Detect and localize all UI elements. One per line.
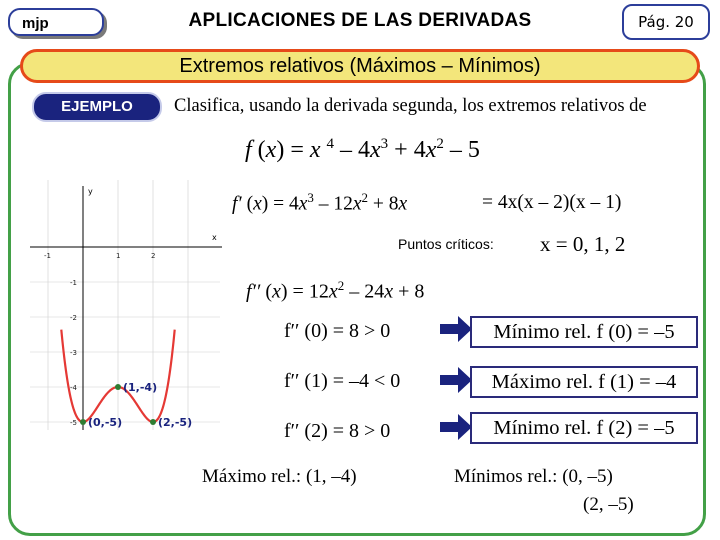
arrow-right-icon	[440, 316, 472, 342]
function-definition: f (x) = x $^4 - 4x^3 + 4x^2 - 5$	[245, 136, 480, 163]
result-min-2: Mínimo rel. f (2) = –5	[470, 412, 698, 444]
critical-point-2	[150, 419, 156, 425]
first-derivative: f′ $(x) = 4x^3 - 12x^2 + 8x$	[232, 190, 408, 215]
tick-x-2: 2	[151, 252, 156, 260]
page-title: APLICACIONES DE LAS DERIVADAS	[188, 10, 532, 31]
tick-y-neg3: -3	[70, 349, 77, 357]
summary-minimum-2: (2, –5)	[583, 494, 634, 515]
example-tag: EJEMPLO	[32, 92, 162, 122]
critical-points-label: Puntos críticos:	[398, 236, 494, 252]
tick-y-neg4: -4	[70, 384, 77, 392]
function-graph	[30, 180, 230, 430]
arrow-right-icon	[440, 367, 472, 393]
first-derivative-factored: = 4x(x – 2)(x – 1)	[482, 192, 622, 213]
critical-points-values: x = 0, 1, 2	[540, 232, 626, 256]
tick-x-1: 1	[116, 252, 121, 260]
second-derivative: f′′ $(x) = 12x^2 - 24x + 8$	[246, 278, 425, 303]
tick-y-neg1: -1	[70, 279, 77, 287]
evaluation-2: f′′ (2) = 8 > 0	[284, 420, 391, 442]
author-tag: mjp	[8, 8, 104, 36]
evaluation-0: f′′ (0) = 8 > 0	[284, 320, 391, 342]
critical-point-1	[80, 419, 86, 425]
summary-maximum: Máximo rel.: (1, –4)	[202, 466, 357, 487]
critical-point-label-1: (0,-5)	[88, 416, 123, 429]
x-axis-label: x	[212, 233, 217, 242]
y-axis-label: y	[88, 187, 93, 196]
arrow-right-icon	[440, 414, 472, 440]
tick-x-neg1: -1	[44, 252, 51, 260]
summary-minimum: Mínimos rel.: (0, –5)	[454, 466, 613, 487]
section-banner: Extremos relativos (Máximos – Mínimos)	[20, 49, 700, 83]
tick-y-neg2: -2	[70, 314, 77, 322]
result-min-0: Mínimo rel. f (0) = –5	[470, 316, 698, 348]
evaluation-1: f′′ (1) = –4 < 0	[284, 370, 401, 392]
tick-y-neg5: -5	[70, 419, 77, 427]
critical-point-label-2: (2,-5)	[158, 416, 193, 429]
example-prompt: Clasifica, usando la derivada segunda, los extremos relativos de	[174, 96, 647, 116]
critical-point-0	[115, 384, 121, 390]
page-number: Pág. 20	[622, 4, 710, 40]
critical-point-label-0: (1,-4)	[123, 381, 158, 394]
result-max-1: Máximo rel. f (1) = –4	[470, 366, 698, 398]
